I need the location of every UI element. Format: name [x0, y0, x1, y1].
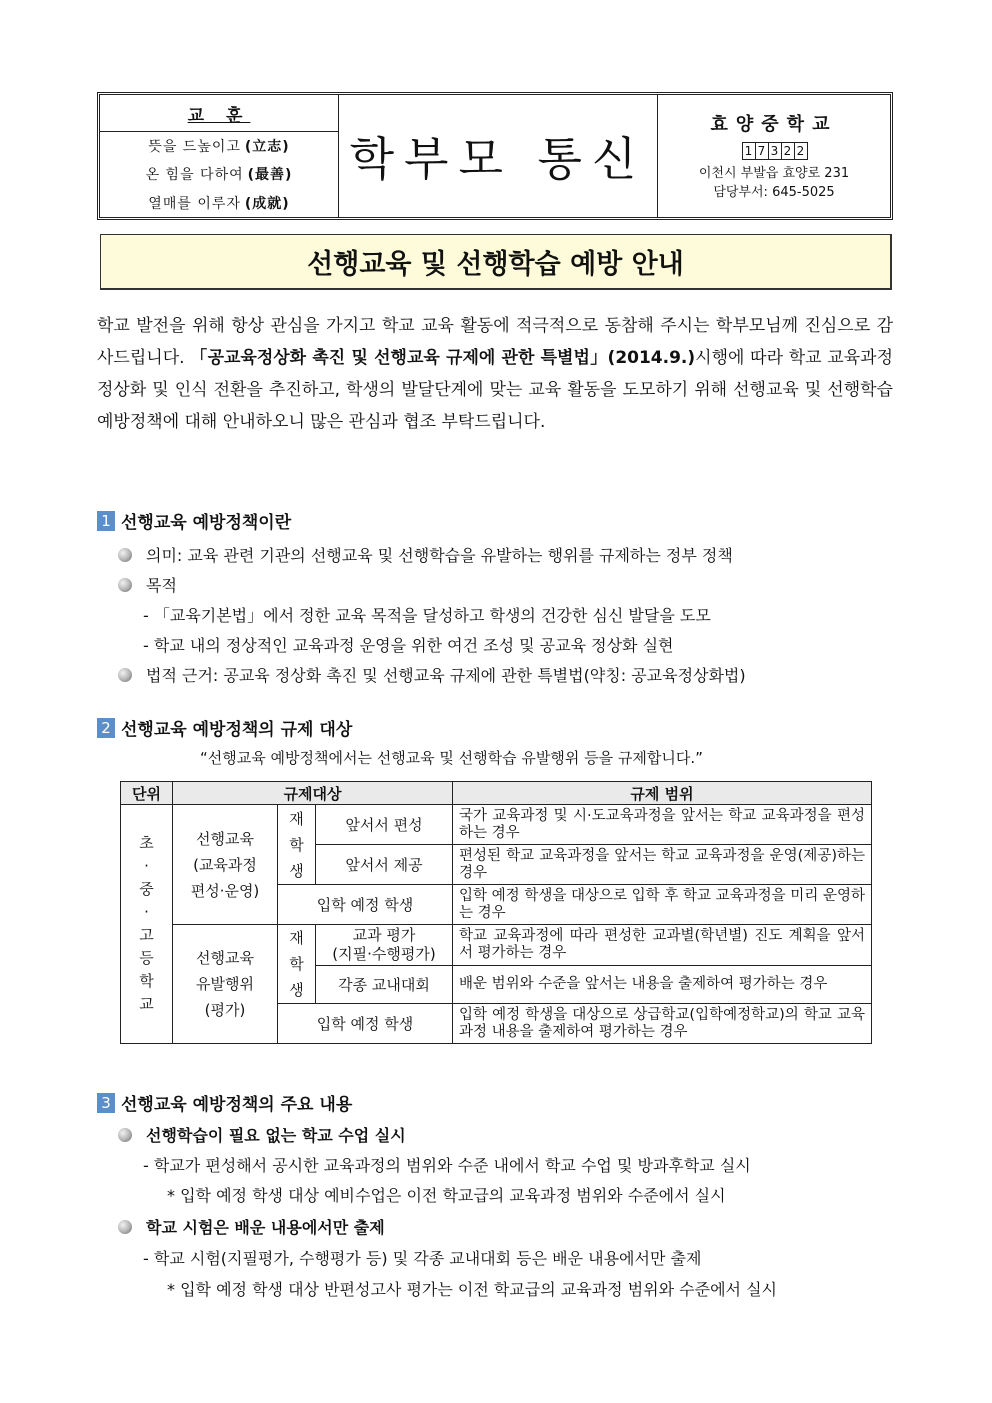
- list-item: 학교 시험은 배운 내용에서만 출제: [118, 1215, 385, 1238]
- list-subitem: - 학교 내의 정상적인 교육과정 운영을 위한 여건 조성 및 공교육 정상화 실현: [143, 636, 674, 655]
- section-quote: “선행교육 예방정책에서는 선행교육 및 선행학습 유발행위 등을 규제합니다.”: [200, 749, 703, 767]
- motto-line: 열매를 이루자 (成就): [148, 195, 290, 212]
- department-phone: 담당부서: 645-5025: [713, 185, 835, 200]
- list-note: * 입학 예정 학생 대상 예비수업은 이전 학교급의 교육과정 범위와 수준에서 실시: [167, 1186, 726, 1205]
- table-row: 선행교육 유발행위 (평가) 재 학 생 교과 평가 (지필·수행평가) 학교 교육과정에 따라 편성한 교과별(학년별) 진도 계획을 앞서서 평가하는 경우: [121, 925, 872, 966]
- list-note: * 입학 예정 학생 대상 반편성고사 평가는 이전 학교급의 교육과정 범위와 수준에서 실시: [167, 1280, 777, 1299]
- section-3-heading: 3 선행교육 예방정책의 주요 내용: [97, 1090, 352, 1115]
- motto-line: 온 힘을 다하여 (最善): [145, 167, 293, 184]
- bullet-icon: [118, 578, 132, 592]
- school-address: 이천시 부발읍 효양로 231: [698, 166, 850, 181]
- school-info: [658, 95, 890, 217]
- bullet-icon: [118, 668, 132, 682]
- section-number: 2: [97, 718, 115, 738]
- list-subitem: - 「교육기본법」에서 정한 교육 목적을 달성하고 학생의 건강한 심신 발달을 도모: [143, 606, 711, 625]
- section-number: 1: [97, 511, 115, 531]
- table-header-row: 단위 규제대상 규제 범위: [121, 782, 872, 805]
- newsletter-title: 학부모 통신: [339, 95, 658, 217]
- table-row: 입학 예정 학생 입학 예정 학생을 대상으로 입학 후 학교 교육과정을 미리 운영하는 경우: [121, 885, 872, 925]
- regulation-table: [120, 781, 872, 1044]
- section-1-heading: 1 선행교육 예방정책이란: [97, 508, 291, 533]
- enrolled-cell: 재 학 생: [278, 925, 316, 1004]
- list-item: 선행학습이 필요 없는 학교 수업 실시: [118, 1123, 406, 1146]
- motto-line: 뜻을 드높이고 (立志): [148, 139, 290, 156]
- enrolled-cell: 재 학 생: [278, 805, 316, 885]
- bullet-icon: [118, 1128, 132, 1142]
- list-subitem: - 학교 시험(지필평가, 수행평가 등) 및 각종 교내대회 등은 배운 내용에서만 출제: [143, 1249, 702, 1268]
- table-row: 입학 예정 학생 입학 예정 학생을 대상으로 상급학교(입학예정학교)의 학교 교육과정 내용을 출제하여 평가하는 경우: [121, 1004, 872, 1044]
- unit-cell: 초 · 중 · 고 등 학 교: [121, 805, 173, 1044]
- section-2-heading: 2 선행교육 예방정책의 규제 대상: [97, 715, 352, 740]
- bullet-icon: [118, 1220, 132, 1234]
- intro-paragraph: 학교 발전을 위해 항상 관심을 가지고 학교 교육 활동에 적극적으로 동참해 주시는 학부모님께 진심으로 감사드립니다. 「공교육정상화 촉진 및 선행교육 규제에 관한 특별법」(2014.9.)시행에 따라 학교 교육과정 정상화 및 인식 전환을 추진하고, 학생의 발달단계에 맞는 교육 활동을 도모하기 위해 선행교육 및 선행학습 예방정책에 대해 안내하오니 많은 관심과 협조 부탁드립니다.: [97, 316, 893, 432]
- page-title: 선행교육 및 선행학습 예방 안내: [100, 234, 892, 290]
- list-subitem: - 학교가 편성해서 공시한 교육과정의 범위와 수준 내에서 학교 수업 및 방과후학교 실시: [143, 1156, 751, 1175]
- list-item: 목적: [118, 573, 177, 596]
- table-row: 각종 교내대회 배운 범위와 수준을 앞서는 내용을 출제하여 평가하는 경우: [121, 965, 872, 1004]
- table-row: 초 · 중 · 고 등 학 교 선행교육 (교육과정 편성·운영) 재 학 생 앞서서 편성 국가 교육과정 및 시·도교육과정을 앞서는 학교 교육과정을 편성하는 경우: [121, 805, 872, 845]
- table-row: 앞서서 제공 편성된 학교 교육과정을 앞서는 학교 교육과정을 운영(제공)하는 경우: [121, 845, 872, 885]
- newsletter-header: [97, 92, 893, 220]
- motto-title: 교 훈: [100, 95, 338, 132]
- list-item: 의미: 교육 관련 기관의 선행교육 및 선행학습을 유발하는 행위를 규제하는 정부 정책: [118, 543, 733, 566]
- list-item: 법적 근거: 공교육 정상화 촉진 및 선행교육 규제에 관한 특별법(약칭: 공교육정상화법): [118, 663, 746, 686]
- zip-code: 1 7 3 2 2: [742, 142, 807, 160]
- law-name: 「공교육정상화 촉진 및 선행교육 규제에 관한 특별법」(2014.9.): [190, 348, 696, 368]
- school-motto: [100, 95, 339, 217]
- group-cell: 선행교육 유발행위 (평가): [173, 925, 278, 1044]
- bullet-icon: [118, 548, 132, 562]
- school-name: 효양중학교: [710, 114, 838, 135]
- section-number: 3: [97, 1093, 115, 1113]
- group-cell: 선행교육 (교육과정 편성·운영): [173, 805, 278, 925]
